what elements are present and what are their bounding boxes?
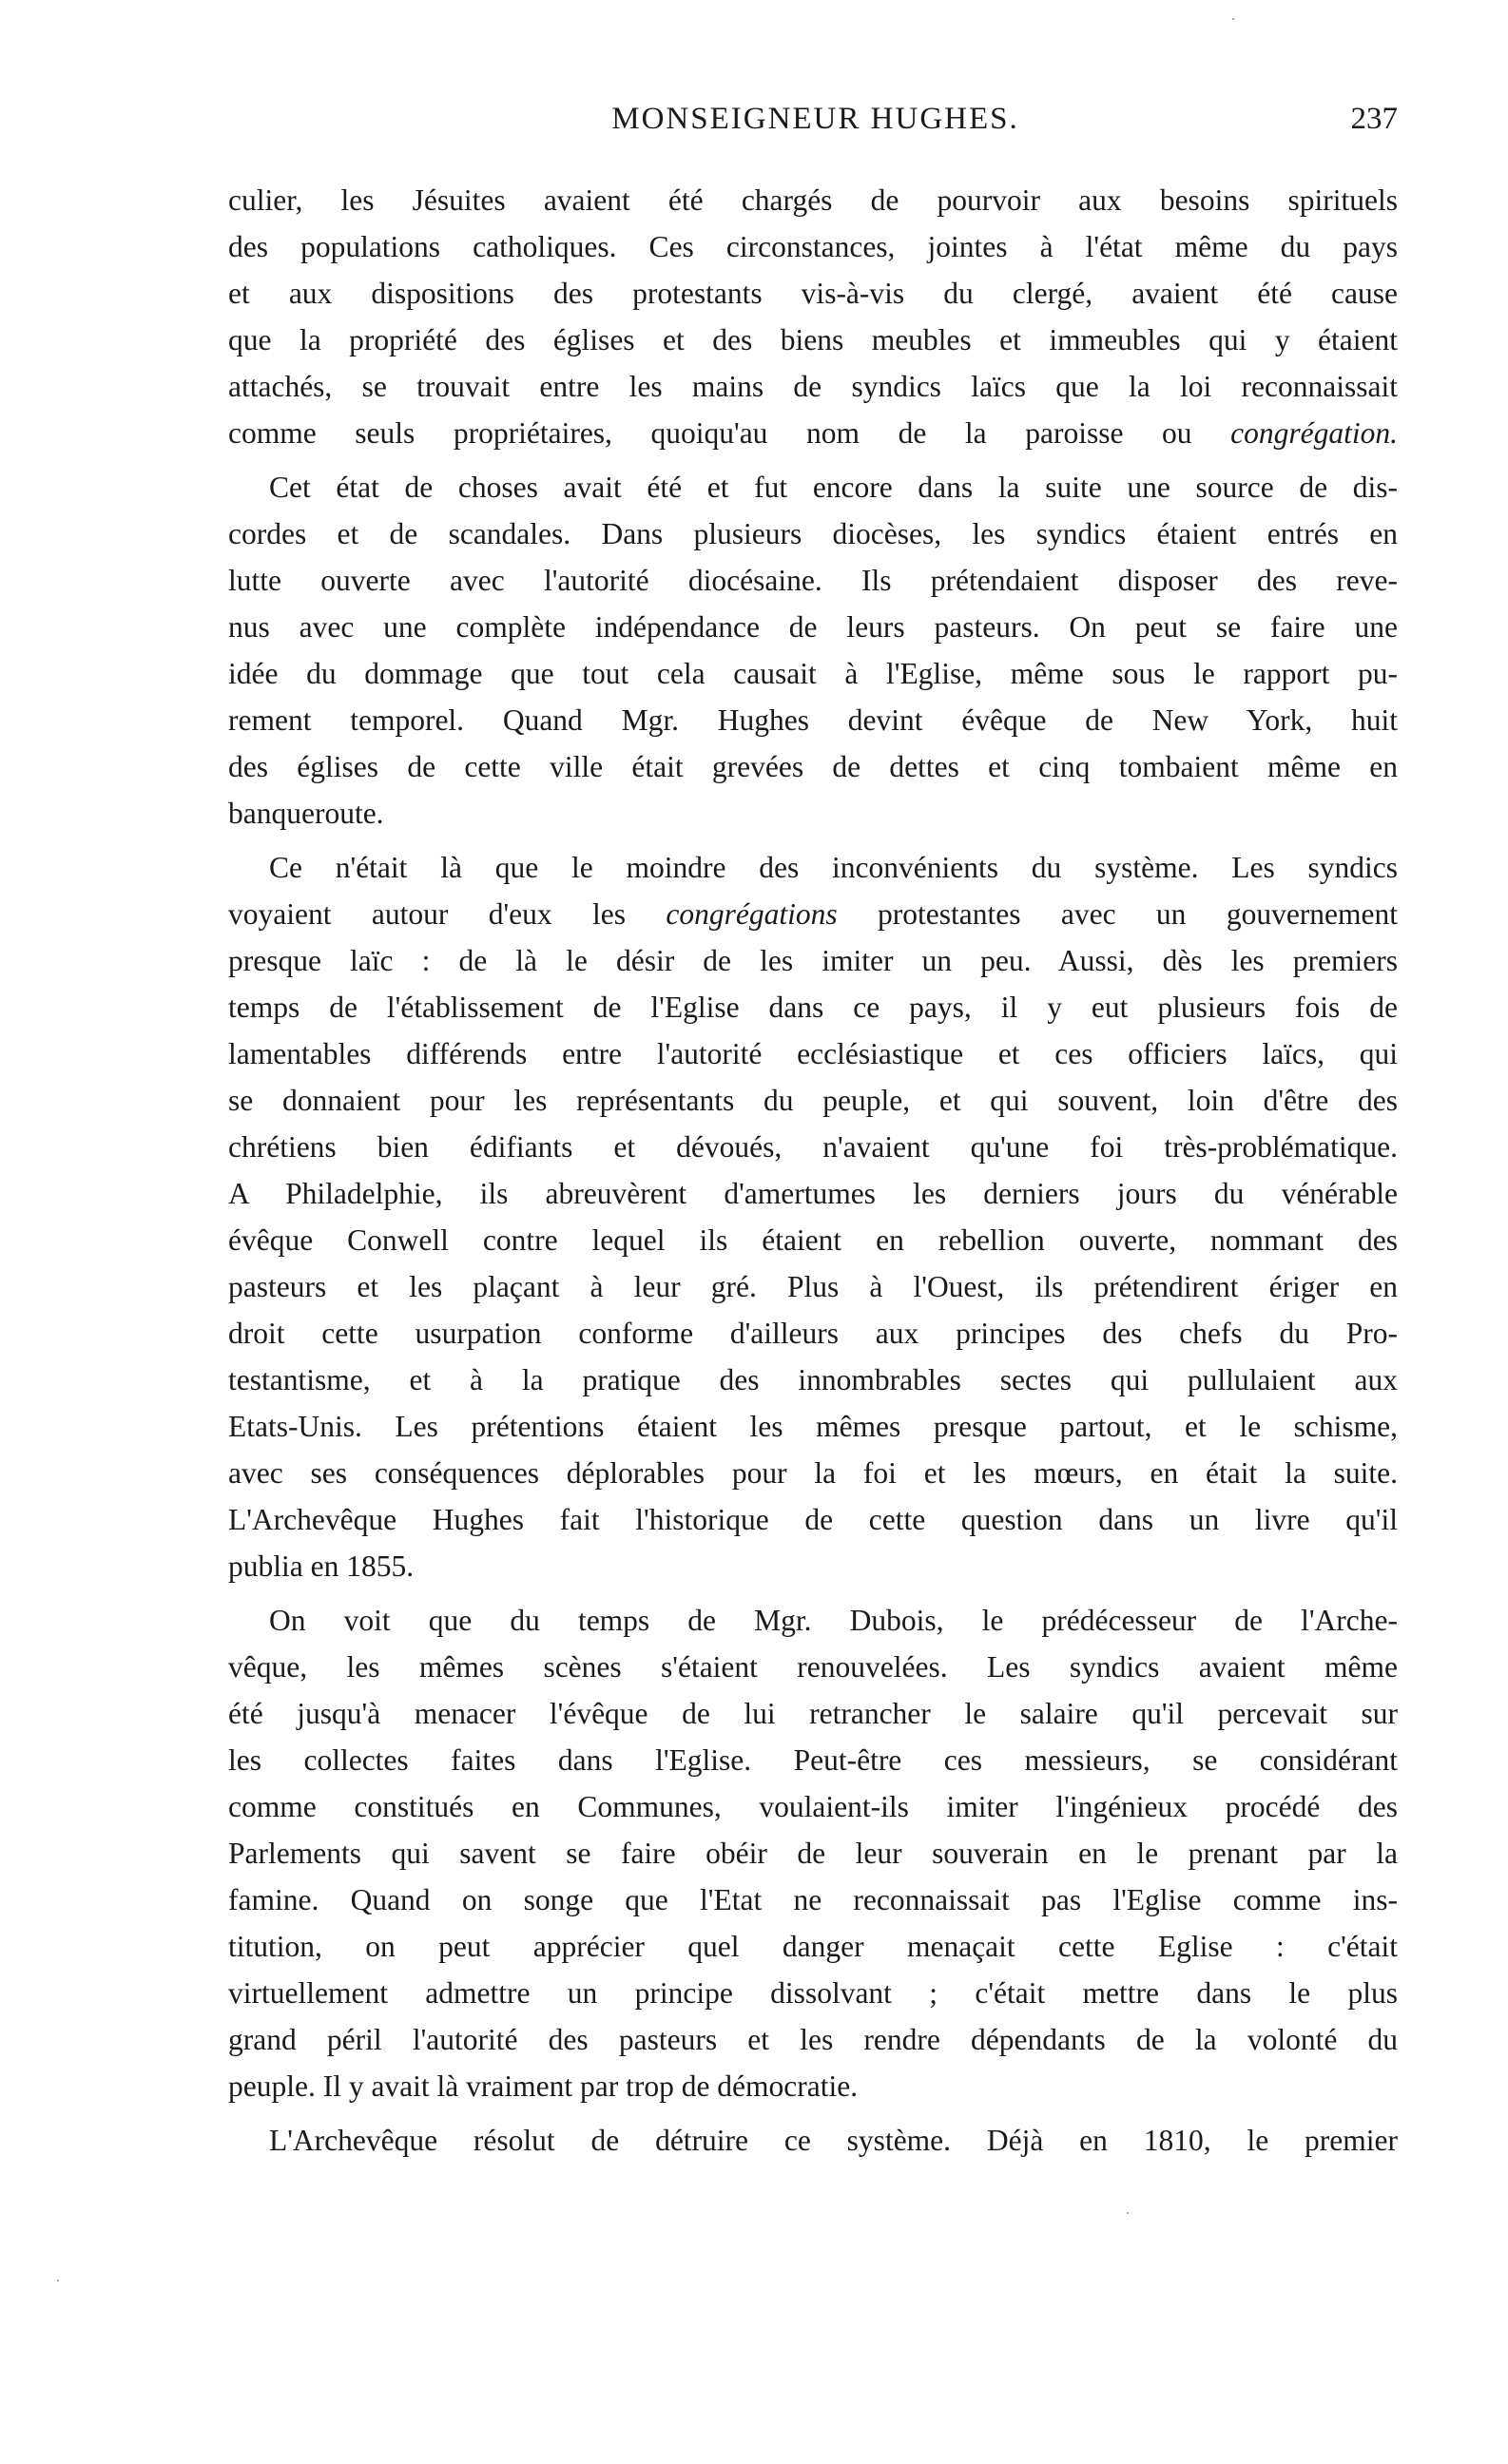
text-line: chrétiens bien édifiants et dévoués, n'avaient qu'une foi très-problématique. (228, 1130, 1398, 1164)
paragraph-gap (228, 456, 1398, 464)
text-line: presque laïc : de là le désir de les imiter un peu. Aussi, dès les premiers (228, 944, 1398, 977)
text-line: virtuellement admettre un principe dissolvant ; c'était mettre dans le plus (228, 1976, 1398, 2010)
text-line: comme constitués en Communes, voulaient-ils imiter l'ingénieux procédé des (228, 1790, 1398, 1823)
text-line: avec ses conséquences déplorables pour la foi et les mœurs, en était la suite. (228, 1456, 1398, 1490)
text-run: comme seuls propriétaires, quoiqu'au nom de la paroisse ou (228, 416, 1231, 450)
text-line: droit cette usurpation conforme d'ailleurs aux principes des chefs du Pro- (228, 1317, 1398, 1350)
text-line: L'Archevêque résolut de détruire ce système. Déjà en 1810, le premier (269, 2124, 1398, 2157)
text-line: Cet état de choses avait été et fut encore dans la suite une source de dis- (269, 471, 1398, 504)
text-line: et aux dispositions des protestants vis-à-vis du clergé, avaient été cause (228, 277, 1398, 310)
text-line: culier, les Jésuites avaient été chargés de pourvoir aux besoins spirituels (228, 183, 1398, 217)
text-line: grand péril l'autorité des pasteurs et les rendre dépendants de la volonté du (228, 2023, 1398, 2056)
scan-speck (1127, 2212, 1129, 2214)
text-run: voyaient autour d'eux les (228, 897, 667, 931)
text-line: cordes et de scandales. Dans plusieurs diocèses, les syndics étaient entrés en (228, 517, 1398, 550)
text-line: se donnaient pour les représentants du peuple, et qui souvent, loin d'être des (228, 1084, 1398, 1117)
text-line: des églises de cette ville était grevées de dettes et cinq tombaient même en (228, 750, 1398, 783)
paragraph (228, 844, 1398, 1589)
text-line: L'Archevêque Hughes fait l'historique de cette question dans un livre qu'il (228, 1503, 1398, 1536)
text-line: On voit que du temps de Mgr. Dubois, le prédécesseur de l'Arche- (269, 1604, 1398, 1637)
text-line: les collectes faites dans l'Eglise. Peut-être ces messieurs, se considérant (228, 1743, 1398, 1777)
text-line: vêque, les mêmes scènes s'étaient renouvelées. Les syndics avaient même (228, 1650, 1398, 1684)
text-line: famine. Quand on songe que l'Etat ne reconnaissait pas l'Eglise comme ins- (228, 1883, 1398, 1916)
text-line: publia en 1855. (228, 1550, 415, 1583)
text-line: que la propriété des églises et des biens meubles et immeubles qui y étaient (228, 323, 1398, 356)
paragraph (228, 1597, 1398, 2109)
text-line: A Philadelphie, ils abreuvèrent d'amertumes les derniers jours du vénérable (228, 1177, 1398, 1210)
text-run: protestantes avec un gouvernement (837, 897, 1398, 931)
running-title: MONSEIGNEUR HUGHES. (611, 102, 1019, 136)
text-line: peuple. Il y avait là vraiment par trop de démocratie. (228, 2069, 859, 2103)
text-line: lutte ouverte avec l'autorité diocésaine. Ils prétendaient disposer des reve- (228, 564, 1398, 597)
text-line: des populations catholiques. Ces circonstances, jointes à l'état même du pays (228, 230, 1398, 263)
paragraph-gap (228, 1589, 1398, 1597)
scan-speck (57, 2280, 59, 2281)
text-line: Parlements qui savent se faire obéir de leur souverain en le prenant par la (228, 1837, 1398, 1870)
text-line: pasteurs et les plaçant à leur gré. Plus à l'Ouest, ils prétendirent ériger en (228, 1270, 1398, 1303)
paragraph (228, 2117, 1398, 2164)
page-number: 237 (1350, 102, 1398, 136)
text-line: attachés, se trouvait entre les mains de syndics laïcs que la loi reconnaissait (228, 370, 1398, 403)
paragraph (228, 177, 1398, 456)
text-line: idée du dommage que tout cela causait à l'Eglise, même sous le rapport pu- (228, 657, 1398, 690)
text-line: Ce n'était là que le moindre des inconvénients du système. Les syndics (269, 851, 1398, 884)
paragraph (228, 464, 1398, 837)
paragraph-gap (228, 2109, 1398, 2117)
body-text (228, 177, 1398, 2164)
text-line (228, 410, 1398, 456)
italic-word: congrégations (666, 897, 838, 931)
running-head (233, 95, 1398, 143)
text-line: banqueroute. (228, 797, 384, 830)
text-line: rement temporel. Quand Mgr. Hughes devint évêque de New York, huit (228, 703, 1398, 737)
text-line: été jusqu'à menacer l'évêque de lui retrancher le salaire qu'il percevait sur (228, 1697, 1398, 1730)
text-line: nus avec une complète indépendance de leurs pasteurs. On peut se faire une (228, 610, 1398, 644)
text-line: testantisme, et à la pratique des innombrables sectes qui pullulaient aux (228, 1363, 1398, 1396)
scan-speck (1232, 18, 1234, 20)
text-line: Etats-Unis. Les prétentions étaient les mêmes presque partout, et le schisme, (228, 1410, 1398, 1443)
text-line (228, 891, 1398, 937)
italic-word: congrégation. (1230, 416, 1398, 450)
text-line: évêque Conwell contre lequel ils étaient en rebellion ouverte, nommant des (228, 1223, 1398, 1257)
text-line: titution, on peut apprécier quel danger menaçait cette Eglise : c'était (228, 1930, 1398, 1963)
text-line: temps de l'établissement de l'Eglise dans ce pays, il y eut plusieurs fois de (228, 991, 1398, 1024)
text-line: lamentables différends entre l'autorité ecclésiastique et ces officiers laïcs, qui (228, 1037, 1398, 1070)
paragraph-gap (228, 837, 1398, 844)
